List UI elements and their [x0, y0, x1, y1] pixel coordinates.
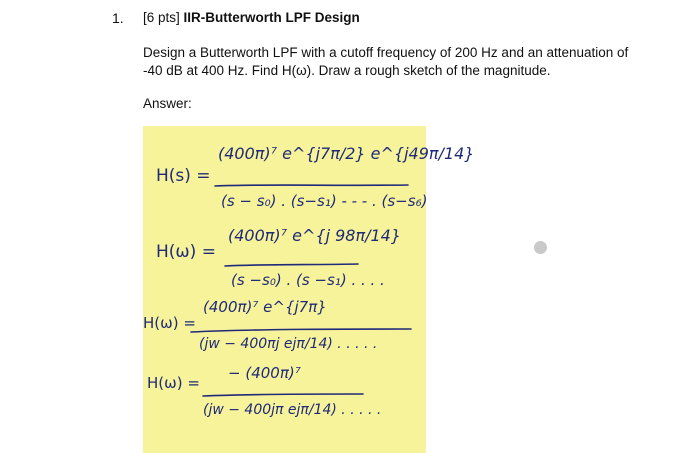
gray-dot-marker [534, 241, 547, 254]
line4-denominator: (jw − 400jπ ejπ/14) . . . . . [203, 402, 382, 418]
question-title [143, 10, 360, 25]
line3-numerator: (400π)⁷ e^{j7π} [203, 298, 327, 316]
line3-denominator: (jw − 400πj ejπ/14) . . . . . [199, 336, 378, 352]
line4-lhs: H(ω) = [147, 374, 200, 392]
question-points: [6 pts] [143, 10, 180, 25]
line2-denominator: (s −s₀) . (s −s₁) . . . . [231, 271, 385, 289]
line4-numerator: − (400π)⁷ [228, 364, 301, 382]
handwritten-answer-note [143, 126, 475, 453]
line2-numerator: (400π)⁷ e^{j 98π/14} [228, 226, 402, 245]
answer-label: Answer: [143, 96, 192, 111]
line1-numerator: (400π)⁷ e^{j7π/2} e^{j49π/14} [218, 144, 475, 163]
line3-lhs: H(ω) = [143, 314, 196, 332]
question-heading: IIR-Butterworth LPF Design [183, 10, 360, 25]
question-number: 1. [112, 10, 124, 26]
question-prompt: Design a Butterworth LPF with a cutoff frequency of 200 Hz and an attenuation of -40 dB at 400 Hz. Find H(ω). Draw a rough sketch of the magnitude. [143, 45, 629, 78]
line1-denominator: (s − s₀) . (s−s₁) - - - . (s−s₆) [221, 192, 428, 210]
line2-lhs: H(ω) = [156, 242, 216, 262]
line1-lhs: H(s) = [156, 166, 211, 186]
